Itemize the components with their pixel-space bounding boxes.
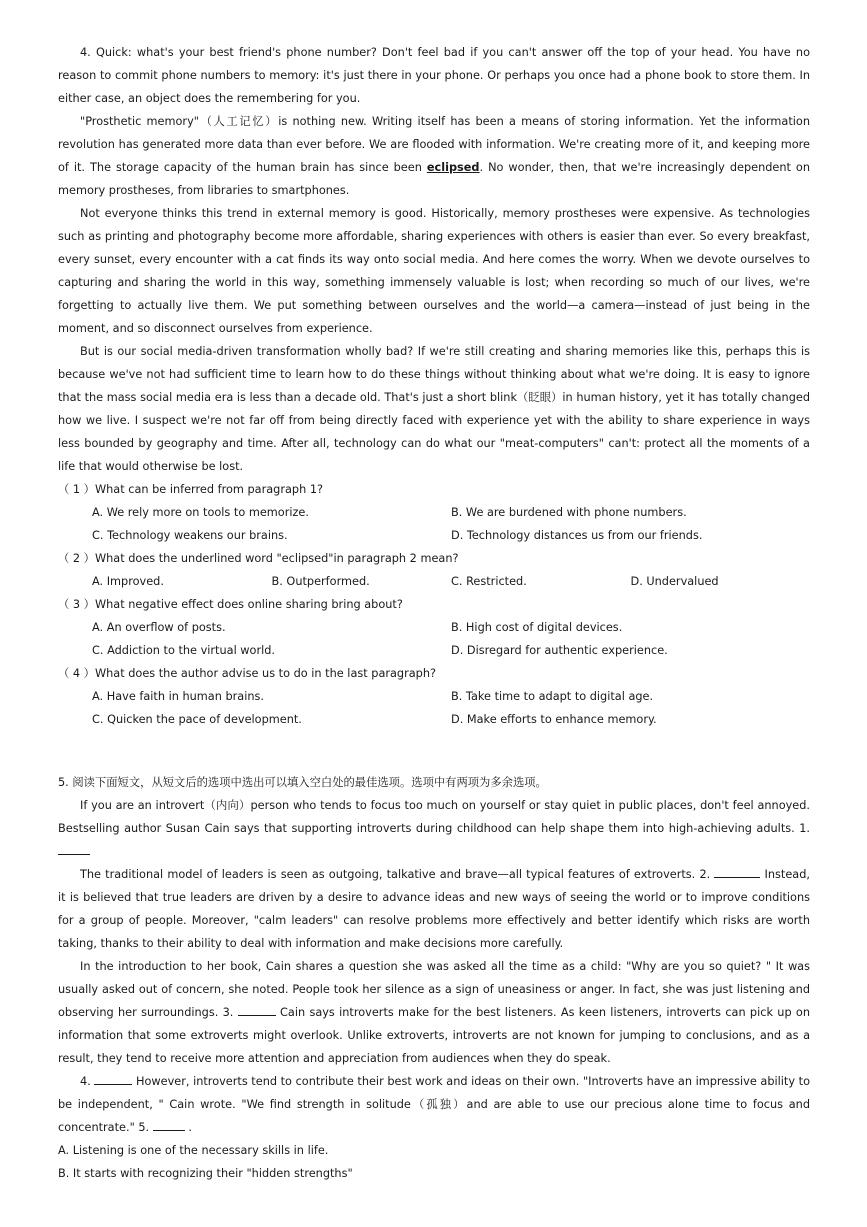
worksheet-page (58, 41, 810, 1185)
question-1-options-row-2 (58, 524, 810, 547)
passage2-paragraph-3-text-b: Cain says introverts make for the best listeners. As keen listeners, introverts can pick up on information that some extroverts might overlook. Unlike extroverts, introverts are not known for jumping to conclusions, and as a result, they tend to receive more attention and appreciation from audiences when they do speak. (58, 1006, 810, 1065)
passage2-paragraph-2-text-a: The traditional model of leaders is seen as outgoing, talkative and brave—all typical features of extroverts. (80, 868, 700, 881)
question-1 (58, 478, 810, 547)
underlined-word-eclipsed: eclipsed (426, 161, 480, 174)
question-2-option-c[interactable]: C. Restricted. (451, 575, 527, 588)
question-4-stem: （ 4 ）What does the author advise us to do in the last paragraph? (58, 667, 436, 680)
blank-4[interactable] (94, 1072, 132, 1085)
blank-5-trailing: . (184, 1121, 192, 1134)
blank-3-number: 3. (222, 1006, 234, 1019)
passage2-paragraph-1-text: If you are an introvert（内向）person who tends to focus too much on yourself or stay quiet in public places, don't feel annoyed. Bestselling author Susan Cain says that supporting introverts during childhood can help shape them into high-achieving adults. (58, 799, 810, 835)
question-2-option-b[interactable]: B. Outperformed. (271, 575, 370, 588)
question-1-options-row-1 (58, 501, 810, 524)
question-1-option-a[interactable]: A. We rely more on tools to memorize. (92, 506, 309, 519)
blank-3[interactable] (238, 1003, 276, 1016)
question-3-options-row-2 (58, 639, 810, 662)
question-3 (58, 593, 810, 662)
passage2-paragraph-1 (58, 794, 810, 863)
question-3-stem: （ 3 ）What negative effect does online sharing bring about? (58, 598, 403, 611)
passage1-paragraph-2-text-a: "Prosthetic memory"（人工记忆）is nothing new. Writing itself has been a means of storing information. Yet the information revolution has generated more data than ever before. We are flooded with information. We're creating more of it, and keeping more of it. The storage capacity of the human brain has since been (58, 115, 810, 174)
question-3-option-c[interactable]: C. Addiction to the virtual world. (92, 644, 275, 657)
question-4-options-row-1 (58, 685, 810, 708)
passage1-paragraph-2-text-b: . No wonder, then, that we're increasingly dependent on memory prostheses, from libraries to smartphones. (58, 161, 810, 197)
question-1-option-d[interactable]: D. Technology distances us from our friends. (451, 529, 703, 542)
question-2-stem: （ 2 ）What does the underlined word "eclipsed"in paragraph 2 mean? (58, 552, 459, 565)
blank-4-number: 4. (80, 1075, 91, 1088)
passage2-paragraph-2-text-b: Instead, it is believed that true leaders are driven by a desire to advance ideas and new ways of seeing the world or to improve conditions for a group of people. Moreover, "calm leaders" can resolve problems more effectively and better identify which risks are worth taking, thanks to their ability to deal with information and make decisions more carefully. (58, 868, 810, 950)
question-3-option-a[interactable]: A. An overflow of posts. (92, 621, 226, 634)
passage1-paragraph-2 (58, 110, 810, 202)
passage2-instruction: 5. 阅读下面短文，从短文后的选项中选出可以填入空白处的最佳选项。选项中有两项为多余选项。 (58, 776, 547, 789)
blank-1-number: 1. (799, 822, 811, 835)
passage1-paragraph-3: Not everyone thinks this trend in external memory is good. Historically, memory prostheses were expensive. As technologies such as printing and photography become more affordable, sharing experiences with others is easier than ever. So every breakfast, every sunset, every encounter with a cat finds its way onto social media. And here comes the worry. When we devote ourselves to capturing and sharing the world in this way, something immensely valuable is lost; when recording so much of our lives, we're forgetting to actually live them. We put something between ourselves and the world—a camera—instead of just being in the moment, and so disconnect ourselves from experience. (58, 207, 810, 335)
passage2-paragraph-3 (58, 955, 810, 1070)
blank-2-number: 2. (699, 868, 711, 881)
passage2-option-a[interactable]: A. Listening is one of the necessary skills in life. (58, 1144, 329, 1157)
passage2-option-b[interactable]: B. It starts with recognizing their "hidden strengths" (58, 1167, 353, 1180)
question-2-option-d[interactable]: D. Undervalued (630, 575, 719, 588)
blank-5-number: 5. (138, 1121, 150, 1134)
question-3-options-row-1 (58, 616, 810, 639)
question-3-option-d[interactable]: D. Disregard for authentic experience. (451, 644, 668, 657)
blank-5[interactable] (153, 1118, 185, 1131)
passage2-paragraph-4 (58, 1070, 810, 1139)
passage2-paragraph-4-text: However, introverts tend to contribute their best work and ideas on their own. "Introverts have an impressive ability to be independent, " Cain wrote. "We find strength in solitude（孤独）and are able to use our precious alone time to focus and concentrate." (58, 1075, 810, 1134)
passage2-paragraph-2 (58, 863, 810, 955)
passage2-paragraph-3-text-a: In the introduction to her book, Cain shares a question she was asked all the time as a child: "Why are you so quiet? " It was usually asked out of concern, she noted. People took her silence as a sign of uneasiness or anger. In fact, she was just listening and observing her surroundings. (58, 960, 810, 1019)
question-4-option-d[interactable]: D. Make efforts to enhance memory. (451, 713, 657, 726)
passage1-paragraph-1: 4. Quick: what's your best friend's phone number? Don't feel bad if you can't answer off the top of your head. You have no reason to commit phone numbers to memory: it's just there in your phone. Or perhaps you once had a phone book to store them. In either case, an object does the remembering for you. (58, 46, 810, 105)
question-4-option-b[interactable]: B. Take time to adapt to digital age. (451, 690, 654, 703)
blank-2[interactable] (714, 865, 760, 878)
question-4-option-a[interactable]: A. Have faith in human brains. (92, 690, 264, 703)
question-4-option-c[interactable]: C. Quicken the pace of development. (92, 713, 302, 726)
question-1-option-b[interactable]: B. We are burdened with phone numbers. (451, 506, 687, 519)
question-2 (58, 547, 810, 593)
question-2-option-a[interactable]: A. Improved. (92, 575, 164, 588)
question-3-option-b[interactable]: B. High cost of digital devices. (451, 621, 623, 634)
question-2-options-row (58, 570, 810, 593)
blank-1[interactable] (58, 842, 90, 855)
question-4-options-row-2 (58, 708, 810, 731)
question-1-stem: （ 1 ）What can be inferred from paragraph 1? (58, 483, 323, 496)
passage1-paragraph-4: But is our social media-driven transformation wholly bad? If we're still creating and sharing memories like this, perhaps this is because we've not had sufficient time to learn how to do these things without thinking about what we're doing. It is easy to ignore that the mass social media era is less than a decade old. That's just a short blink（眨眼）in human history, yet it has totally changed how we live. I suspect we're not far off from being directly faced with experience yet with the ability to share experience in ways less bounded by geography and time. After all, technology can do what our "meat-computers" can't: protect all the moments of a life that would otherwise be lost. (58, 345, 810, 473)
question-4 (58, 662, 810, 731)
section-gap (58, 731, 810, 771)
question-1-option-c[interactable]: C. Technology weakens our brains. (92, 529, 288, 542)
